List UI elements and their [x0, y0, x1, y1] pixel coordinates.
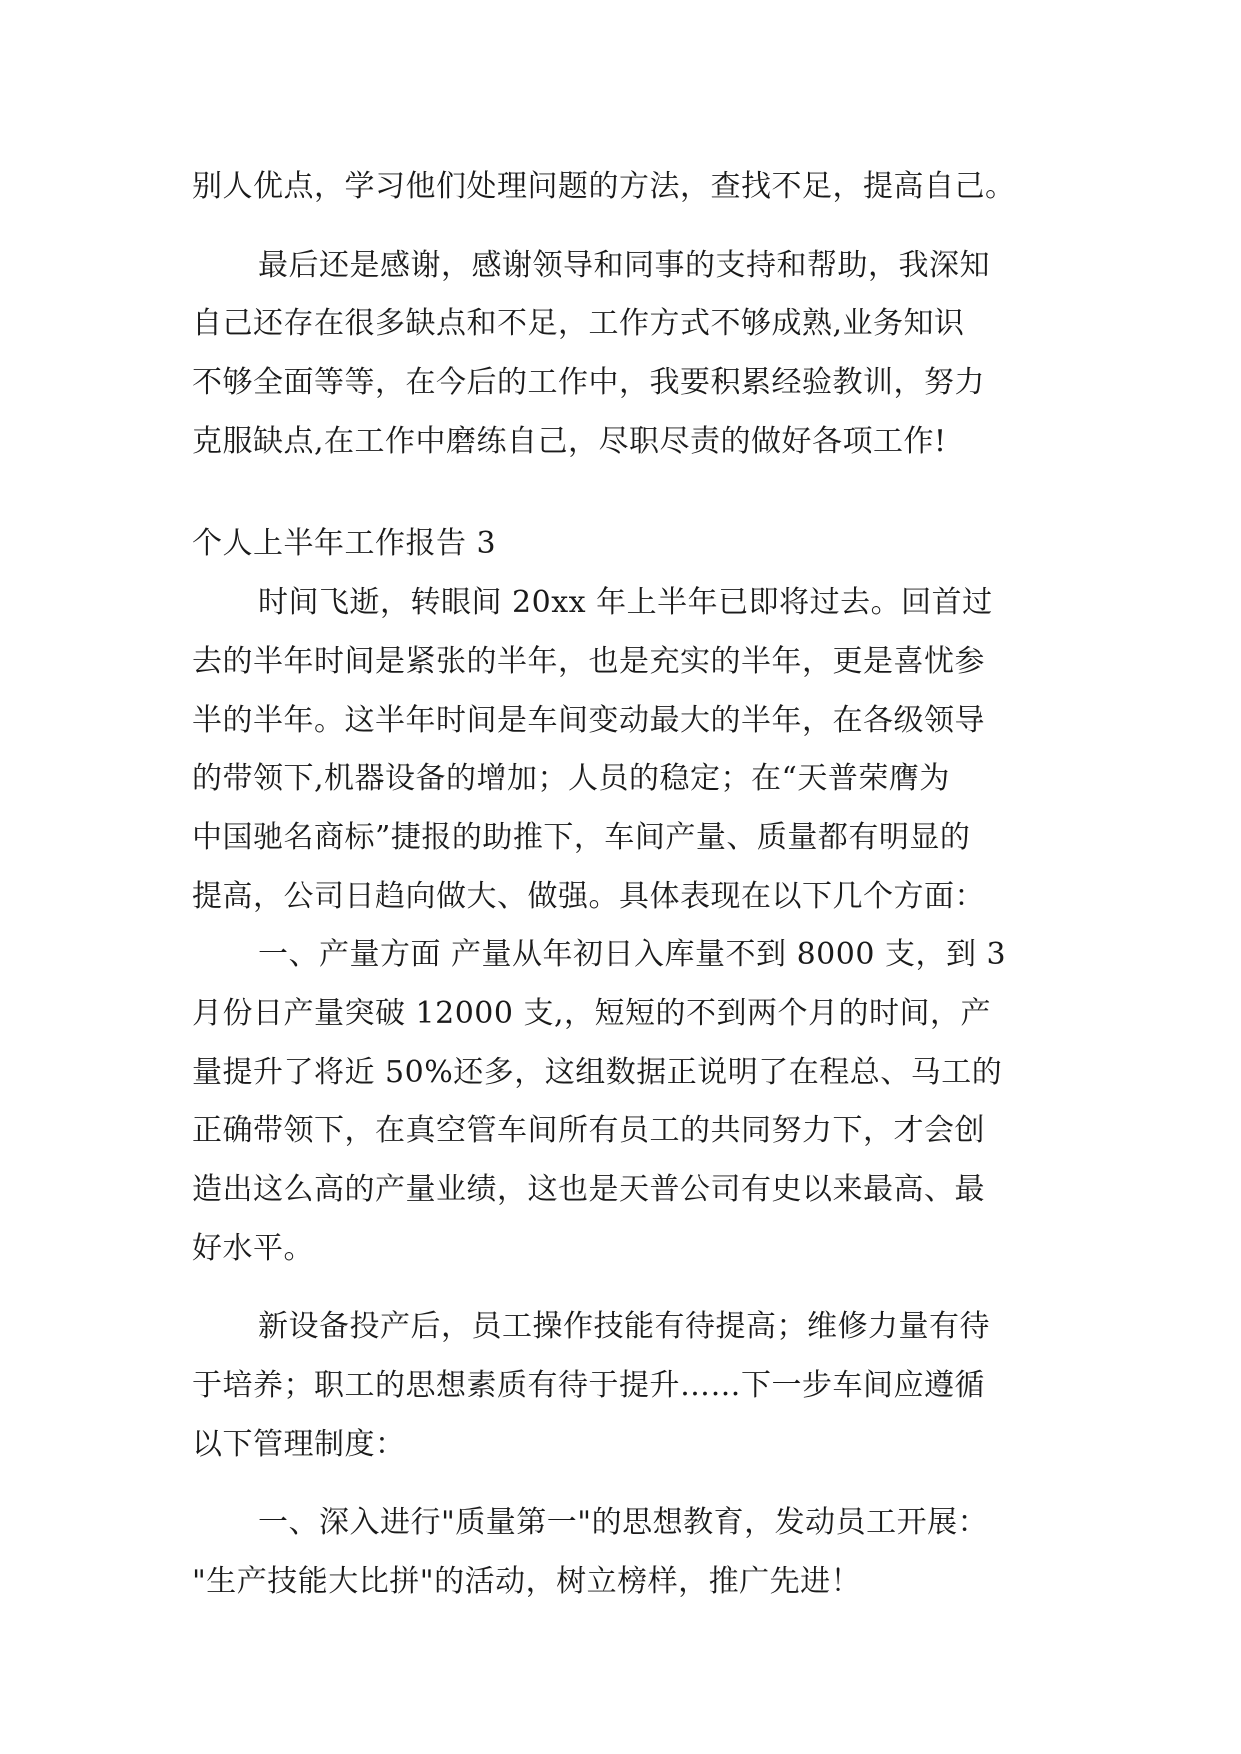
text-line: 克服缺点,在工作中磨练自己，尽职尽责的做好各项工作!: [192, 423, 947, 459]
paragraph-gap: [192, 1278, 1058, 1298]
text-line: "生产技能大比拼"的活动，树立榜样，推广先进！: [192, 1564, 862, 1600]
text-line: 提高，公司日趋向做大、做强。具体表现在以下几个方面：: [192, 878, 985, 914]
text-line: 一、产量方面 产量从年初日入库量不到 8000 支，到 3: [258, 937, 1007, 973]
text-line: 去的半年时间是紧张的半年，也是充实的半年，更是喜忧参: [192, 643, 985, 679]
paragraph-gap: [192, 217, 1058, 237]
paragraph-gap: [192, 1474, 1058, 1494]
text-line: 月份日产量突破 12000 支,，短短的不到两个月的时间，产: [192, 995, 992, 1031]
text-line: 的带领下,机器设备的增加；人员的稳定；在“天普荣膺为: [192, 761, 950, 797]
text-line: 时间飞逝，转眼间 20xx 年上半年已即将过去。回首过: [258, 585, 993, 621]
text-line: 半的半年。这半年时间是车间变动最大的半年，在各级领导: [192, 702, 985, 738]
text-line: 正确带领下，在真空管车间所有员工的共同努力下，才会创: [192, 1113, 985, 1149]
paragraph-intro: [192, 574, 1058, 926]
text-line: 不够全面等等，在今后的工作中，我要积累经验教训，努力: [192, 365, 985, 401]
paragraph-equipment: [192, 1298, 1058, 1474]
text-line: 新设备投产后，员工操作技能有待提高；维修力量有待: [258, 1309, 990, 1345]
paragraph-output: [192, 926, 1058, 1278]
text-line: 一、深入进行"质量第一"的思想教育，发动员工开展：: [258, 1505, 989, 1541]
text-line: 于培养；职工的思想素质有待于提升……下一步车间应遵循: [192, 1368, 985, 1404]
paragraph-quality: [192, 1494, 1058, 1611]
text-line: 以下管理制度：: [192, 1426, 406, 1462]
paragraph-continuation: [192, 158, 1058, 217]
paragraph-thanks: [192, 237, 1058, 472]
text-line: 好水平。: [192, 1230, 314, 1266]
section-gap: [192, 471, 1058, 515]
text-line: 最后还是感谢，感谢领导和同事的支持和帮助，我深知: [258, 247, 990, 283]
document-body: [192, 158, 1058, 1612]
text-line: 自己还存在很多缺点和不足，工作方式不够成熟,业务知识: [192, 306, 965, 342]
text-line: 别人优点，学习他们处理问题的方法，查找不足，提高自己。: [192, 169, 1016, 204]
text-line: 量提升了将近 50%还多，这组数据正说明了在程总、马工的: [192, 1054, 1003, 1090]
text-line: 中国驰名商标”捷报的助推下，车间产量、质量都有明显的: [192, 819, 971, 855]
text-line: 造出这么高的产量业绩，这也是天普公司有史以来最高、最: [192, 1172, 985, 1207]
section-heading: 个人上半年工作报告 3: [192, 526, 497, 562]
